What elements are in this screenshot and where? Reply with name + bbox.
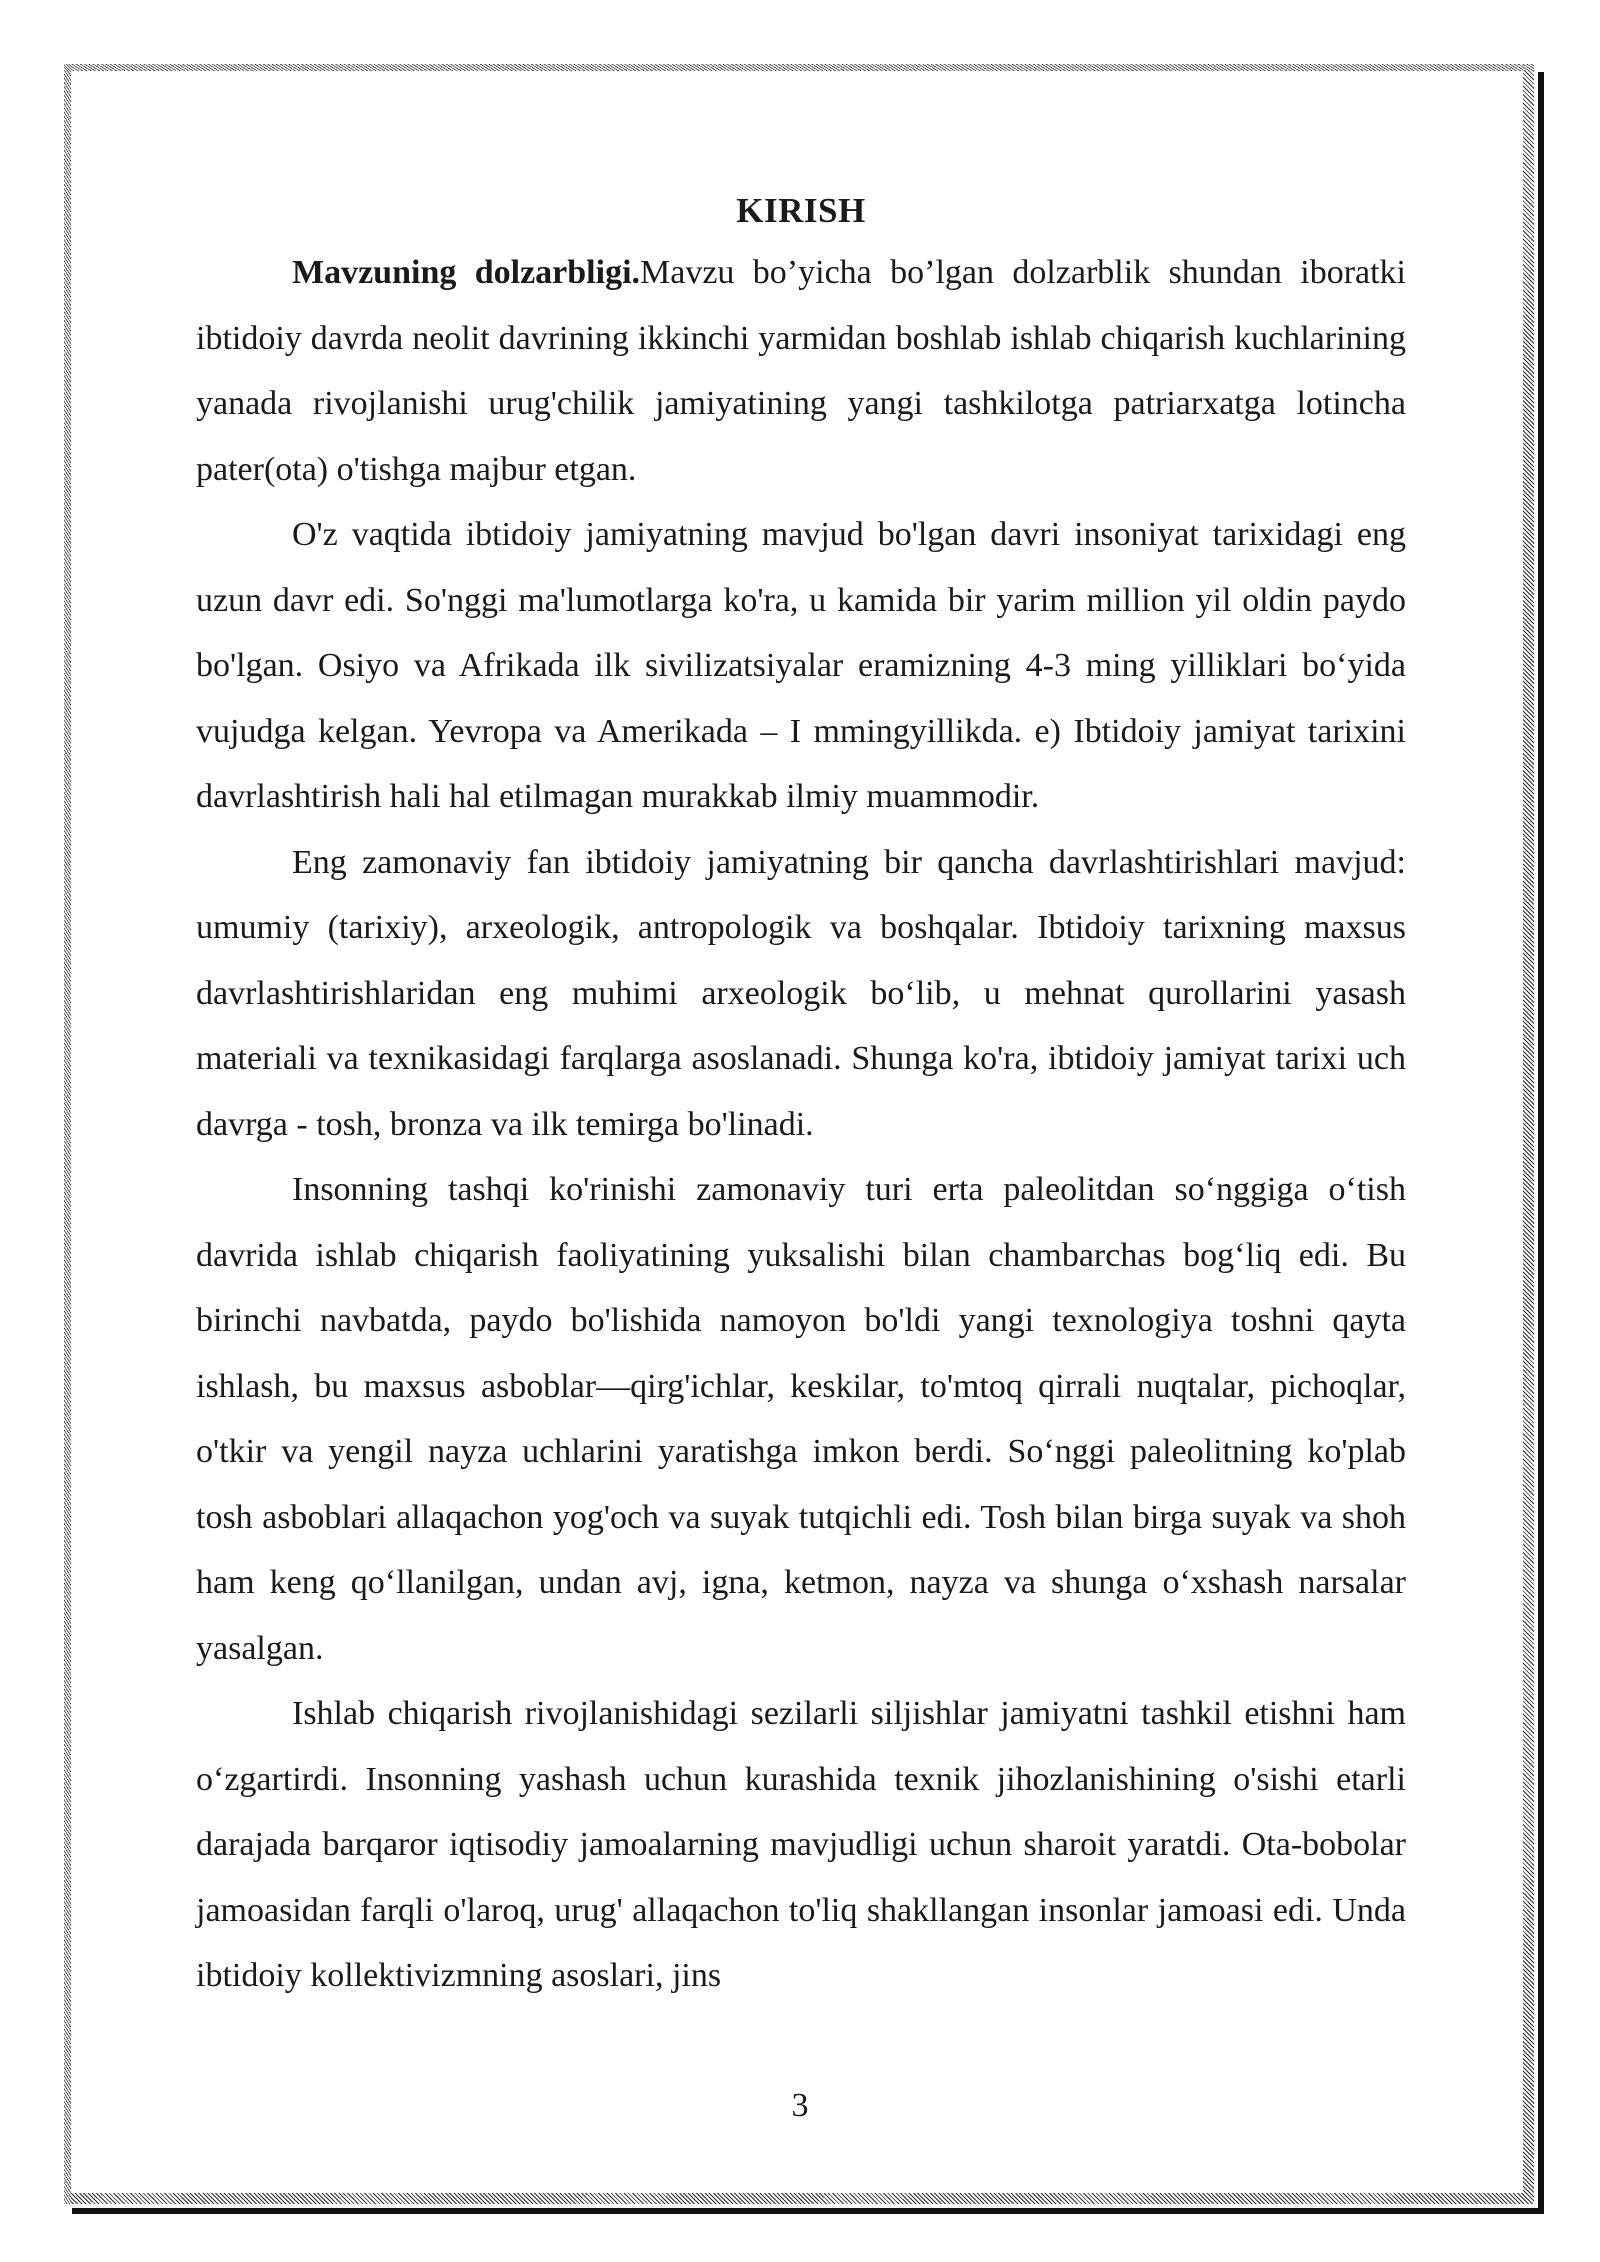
paragraph-text: Mavzu bo’yicha bo’lgan dolzarblik shundan iboratki ibtidoiy davrda neolit davrining ikkinchi yarmidan boshlab ishlab chiqarish kuchlarining yanada rivojlanishi urug'chilik jamiyatining yangi tashkilotga patriarxatga lotincha pater(ota) o'tishga majbur etgan. xyxy=(196,254,1407,488)
paragraph: O'z vaqtida ibtidoiy jamiyatning mavjud bo'lgan davri insoniyat tarixidagi eng uzun davr edi. So'nggi ma'lumotlarga ko'ra, u kamida bir yarim million yil oldin paydo bo'lgan. Osiyo va Afrikada ilk sivilizatsiyalar eramizning 4-3 ming yilliklari bo‘yida vujudga kelgan. Yevropa va Amerikada – I mmingyillikda. e) Ibtidoiy jamiyat tarixini davrlashtirish hali hal etilmagan murakkab ilmiy muammodir. xyxy=(196,516,1406,815)
page-border-shadow-right xyxy=(1538,72,1544,2214)
page-title: KIRISH xyxy=(736,191,866,230)
document-body xyxy=(196,190,1406,2009)
page-number: 3 xyxy=(791,2087,809,2124)
paragraph-lead: Mavzuning dolzarbligi. xyxy=(292,254,641,291)
page-border-shadow-bottom xyxy=(72,2208,1544,2214)
paragraph-relevance xyxy=(196,240,1406,502)
paragraph: Ishlab chiqarish rivojlanishidagi sezilarli siljishlar jamiyatni tashkil etishni ham o‘zgartirdi. Insonning yashash uchun kurashida texnik jihozlanishining o'sishi etarli darajada barqaror iqtisodiy jamoalarning mavjudligi uchun sharoit yaratdi. Ota-bobolar jamoasidan farqli o'laroq, urug' allaqachon to'liq shakllangan insonlar jamoasi edi. Unda ibtidoiy kollektivizmning asoslari, jins xyxy=(196,1695,1406,1994)
paragraph: Eng zamonaviy fan ibtidoiy jamiyatning bir qancha davrlashtirishlari mavjud: umumiy (tarixiy), arxeologik, antropologik va boshqalar. Ibtidoiy tarixning maxsus davrlashtirishlaridan eng muhimi arxeologik bo‘lib, u mehnat qurollarini yasash materiali va texnikasidagi farqlarga asoslanadi. Shunga ko'ra, ibtidoiy jamiyat tarixi uch davrga - tosh, bronza va ilk temirga bo'linadi. xyxy=(196,843,1406,1143)
paragraph: Insonning tashqi ko'rinishi zamonaviy turi erta paleolitdan so‘nggiga o‘tish davrida ishlab chiqarish faoliyatining yuksalishi bilan chambarchas bog‘liq edi. Bu birinchi navbatda, paydo bo'lishida namoyon bo'ldi yangi texnologiya toshni qayta ishlash, bu maxsus asboblar—qirg'ichlar, keskilar, to'mtoq qirrali nuqtalar, pichoqlar, o'tkir va yengil nayza uchlarini yaratishga imkon berdi. So‘nggi paleolitning ko'plab tosh asboblari allaqachon yog'och va suyak tutqichli edi. Tosh bilan birga suyak va shoh ham keng qo‘llanilgan, undan avj, igna, ketmon, nayza va shunga o‘xshash narsalar yasalgan. xyxy=(196,1171,1406,1667)
